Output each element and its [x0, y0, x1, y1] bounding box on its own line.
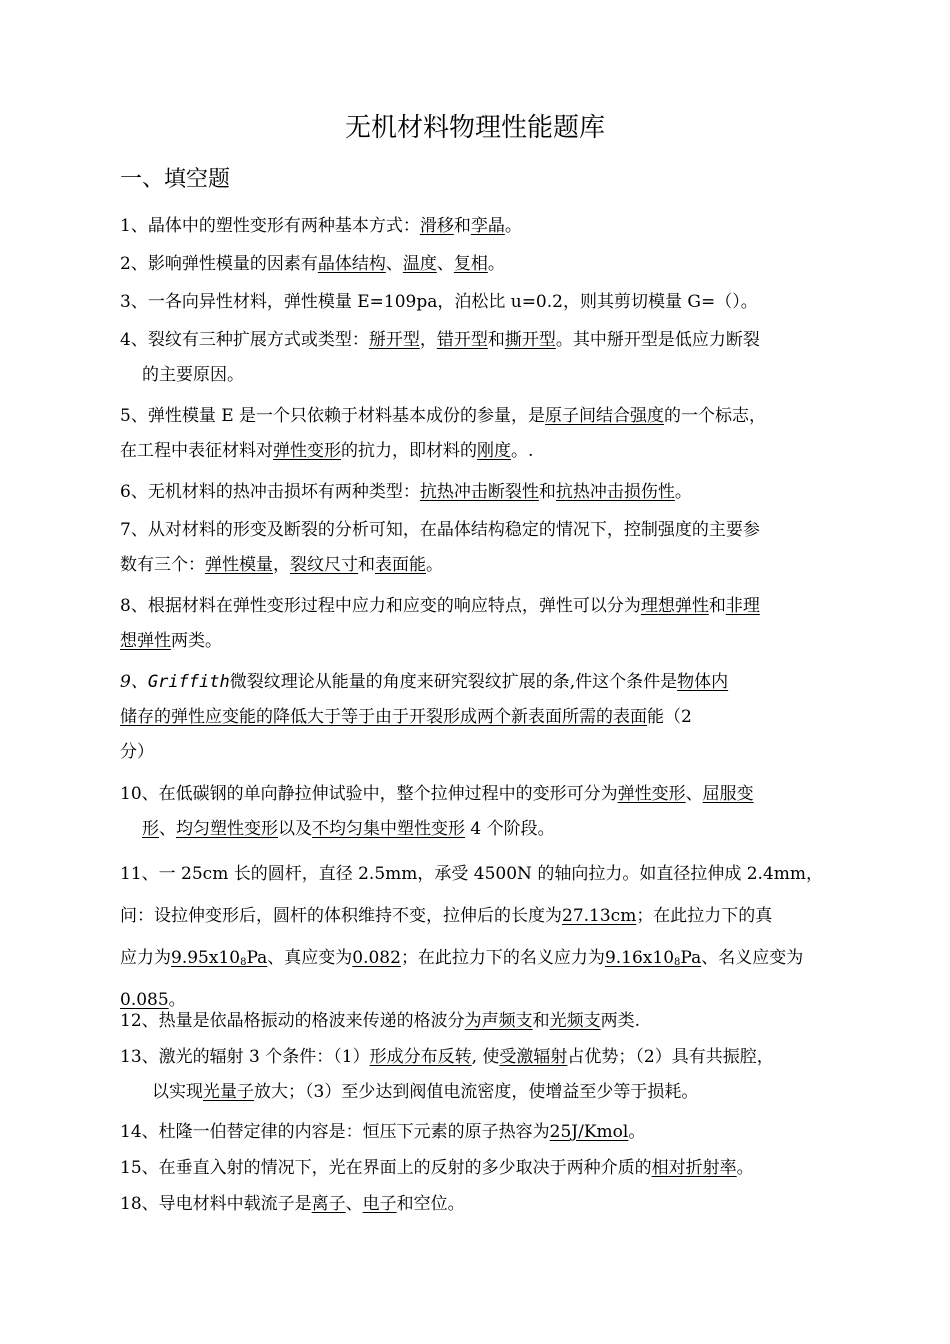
question-text: 15、在垂直入射的情况下，光在界面上的反射的多少取决于两种介质的: [120, 1158, 652, 1178]
question-text: ；在此拉力下的名义应力为: [400, 948, 605, 968]
answer-blank: 光量子: [203, 1082, 254, 1102]
question-text: 、: [436, 254, 454, 274]
question-text: ，: [273, 555, 290, 575]
question-text: 、: [159, 819, 176, 839]
answer-blank: 屈服变: [702, 784, 754, 804]
answer-unit: Pa: [680, 948, 702, 968]
answer-blank: 弹性变形: [273, 441, 341, 461]
answer-blank: 0.085: [120, 990, 169, 1010]
question-12: [120, 1004, 840, 1039]
answer-blank: 相对折射率: [651, 1158, 737, 1178]
exponent: 8: [240, 957, 247, 968]
question-text: 。: [426, 555, 443, 575]
question-text: Griffith: [147, 672, 230, 692]
answer-blank: 储存的弹性应变能的降低大于等于由于开裂形成两个新表面所需的表面: [120, 707, 647, 727]
answer-blank: 电子: [362, 1194, 397, 1214]
answer-blank: 裂纹尺寸: [290, 555, 358, 575]
answer-blank: 为声频支: [464, 1011, 533, 1031]
question-text: 和空位。: [396, 1194, 465, 1214]
question-text: 12、热量是依晶格振动的格波来传递的格波分: [120, 1011, 465, 1031]
answer-value: 9.16x10: [604, 948, 675, 968]
question-text: 能（2: [647, 707, 692, 727]
answer-blank: 弹性变形: [617, 784, 686, 804]
question-5: [120, 399, 840, 469]
question-text: 2、影响弹性模量的因素有: [120, 254, 318, 274]
answer-blank: 离子: [311, 1194, 346, 1214]
question-number: 9、: [120, 672, 148, 692]
question-14: [120, 1115, 840, 1150]
section-heading: 一、填空题: [120, 167, 231, 192]
question-text: 和: [487, 330, 505, 350]
question-text: ；在此拉力下的真: [636, 906, 773, 926]
answer-blank: 滑移: [419, 216, 454, 236]
answer-blank: 刚度: [477, 441, 511, 461]
question-text: 11、一 25cm 长的圆杆，直径 2.5mm，承受 4500N 的轴向拉力。如直径拉伸成 2.4mm，: [120, 864, 824, 884]
question-text: 。: [168, 990, 186, 1010]
answer-blank: 抗热冲击断裂性: [419, 482, 539, 502]
question-text: 5、弹性模量 E 是一个只依赖于材料基本成份的参量，是: [120, 406, 546, 426]
question-text: 3、一各向异性材料，弹性模量 E=109pa，泊松比 u=0.2，则其剪切模量 G=（）。: [120, 292, 758, 312]
question-text: 14、杜隆一伯替定律的内容是：恒压下元素的原子热容为: [120, 1122, 550, 1142]
answer-blank: 温度: [402, 254, 437, 274]
question-text: 、: [345, 1194, 363, 1214]
question-text: 放大；（3）至少达到阀值电流密度，使增益至少等于损耗。: [254, 1082, 699, 1102]
question-text: 10、在低碳钢的单向静拉伸试验中，整个拉伸过程中的变形可分为: [120, 784, 618, 804]
question-text: 。: [487, 254, 505, 274]
question-6: [120, 475, 840, 510]
question-text: , 使: [471, 1047, 500, 1067]
question-11: [120, 853, 840, 1021]
answer-blank: 非理: [725, 596, 760, 616]
answer-unit: Pa: [246, 948, 268, 968]
question-text: 以及: [278, 819, 312, 839]
exponent: 8: [674, 957, 681, 968]
question-text: 4、裂纹有三种扩展方式或类型：: [120, 330, 369, 350]
question-text: 在工程中表征材料对: [120, 441, 273, 461]
question-2: [120, 247, 840, 282]
question-text: 分）: [120, 742, 154, 762]
answer-blank: 错开型: [436, 330, 488, 350]
question-text: 、真应变为: [267, 948, 353, 968]
answer-blank: 光频支: [549, 1011, 601, 1031]
answer-blank: [171, 948, 267, 968]
question-text: 数有三个：: [120, 555, 205, 575]
page-title: 无机材料物理性能题库: [344, 113, 605, 143]
question-text: 。: [736, 1158, 754, 1178]
question-15: [120, 1151, 840, 1186]
answer-blank: 理想弹性: [640, 596, 709, 616]
answer-blank: 原子间结合强度: [545, 406, 665, 426]
answer-blank: [605, 948, 701, 968]
question-text: 7、从对材料的形变及断裂的分析可知，在晶体结构稳定的情况下，控制强度的主要参: [120, 520, 760, 540]
answer-blank: 撕开型: [504, 330, 556, 350]
question-text: 和: [538, 482, 556, 502]
question-text: 、名义应变为: [701, 948, 804, 968]
question-8: [120, 589, 840, 659]
answer-blank: 想弹性: [120, 631, 171, 651]
question-text: 。.: [511, 441, 534, 461]
question-text: 。其中掰开型是低应力断裂: [555, 330, 760, 350]
question-text: 和: [358, 555, 375, 575]
question-text: 8、根据材料在弹性变形过程中应力和应变的响应特点，弹性可以分为: [120, 596, 641, 616]
question-3: [120, 285, 840, 320]
question-text: 问：设拉伸变形后，圆杆的体积维持不变，拉伸后的长度为: [120, 906, 562, 926]
answer-blank: 抗热冲击损伤性: [555, 482, 675, 502]
question-text: 。: [674, 482, 692, 502]
question-text: 1、晶体中的塑性变形有两种基本方式：: [120, 216, 420, 236]
question-10: [120, 777, 840, 847]
answer-blank: 物体内: [677, 672, 729, 692]
question-text: 和: [453, 216, 471, 236]
answer-blank: 27.13cm: [562, 906, 637, 926]
question-13: [120, 1040, 840, 1110]
question-text: 、: [385, 254, 403, 274]
question-text: 和: [708, 596, 726, 616]
question-text: 微裂纹理论从能量的角度来研究裂纹扩展的条,件这个条件是: [229, 672, 678, 692]
question-4: [120, 323, 840, 393]
question-text: 13、激光的辐射 3 个条件：（1）: [120, 1047, 370, 1067]
answer-blank: 均匀塑性变形: [176, 819, 278, 839]
question-text: 两类。: [171, 631, 222, 651]
question-18: [120, 1187, 840, 1222]
answer-blank: 形: [142, 819, 159, 839]
question-text: 的一个标志，: [664, 406, 767, 426]
question-text: 占优势；（2）具有共振腔，: [567, 1047, 774, 1067]
answer-blank: 受激辐射: [499, 1047, 568, 1067]
question-text: 6、无机材料的热冲击损坏有两种类型：: [120, 482, 420, 502]
answer-blank: 表面能: [375, 555, 426, 575]
answer-blank: 25J/Kmol: [549, 1122, 629, 1142]
question-text: 的抗力，即材料的: [341, 441, 477, 461]
question-text: 4 个阶段。: [465, 819, 555, 839]
question-text: 、: [685, 784, 703, 804]
answer-value: 9.95x10: [171, 948, 241, 968]
answer-blank: 不均匀集中塑性变形: [312, 819, 465, 839]
question-text: 的主要原因。: [142, 365, 244, 385]
question-text: 以实现: [152, 1082, 203, 1102]
answer-blank: 掰开型: [368, 330, 420, 350]
answer-blank: 弹性模量: [205, 555, 273, 575]
question-text: ，: [419, 330, 437, 350]
answer-blank: 形成分布反转: [369, 1047, 472, 1067]
question-text: 和: [532, 1011, 550, 1031]
question-text: 。: [504, 216, 522, 236]
question-text: 两类.: [600, 1011, 641, 1031]
answer-blank: 孪晶: [470, 216, 505, 236]
answer-blank: 复相: [453, 254, 488, 274]
question-text: 应力为: [120, 948, 171, 968]
answer-blank: 晶体结构: [317, 254, 386, 274]
question-text: 18、导电材料中载流子是: [120, 1194, 312, 1214]
question-9: [120, 665, 840, 770]
question-7: [120, 513, 840, 583]
question-1: [120, 209, 840, 244]
answer-blank: 0.082: [352, 948, 401, 968]
question-text: 。: [628, 1122, 646, 1142]
